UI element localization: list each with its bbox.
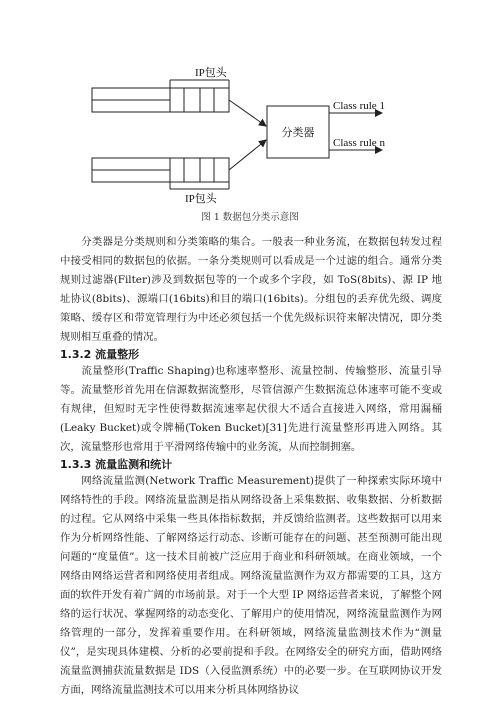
bottom-packet — [92, 158, 229, 182]
measurement-paragraph-clip — [0, 472, 500, 707]
traffic-shaping-text: 流量整形(Traffic Shaping)也称速率整形、流量控制、传输整形、流量引导等。流量整形首先用在信源数据流整形，尽管信源产生数据流总体速率可能不变或有规律，但短时无字性使得数据流速率起伏很大不适合直接进入网络，常用漏桶(Leaky Bucket)或令牌桶(Token Bucket)[31]先进行流量整形再进入网络。其次，流量整形也常用于平滑网络传输中的业务流，从而控制拥塞。 — [60, 365, 442, 453]
class-rule-1-label: Class rule 1 — [333, 100, 385, 112]
top-header-bracket — [170, 80, 229, 88]
input-arrows — [229, 100, 266, 170]
classifier-paragraph — [60, 233, 442, 347]
top-ip-header-label: IP包头 — [195, 67, 227, 79]
section-heading-1-3-3: 1.3.3 流量监测和统计 — [60, 458, 173, 471]
top-packet — [92, 88, 229, 112]
traffic-measurement-text: 网络流量监测(Network Traffic Measurement)提供了一种探索实际环境中网络特性的手段。网络流量监测是指从网络设备上采集数据、收集数据、分析数据的过程。它从网络中采集一些具体指标数据，并反馈给监测者。这些数据可以用来作为分析网络性能、了解网络运行动态、诊断可能存在的问题、甚至预测可能出现问题的“度量值”。这一技术目前被广泛应用于商业和科研领域。在商业领域，一个网络由网络运营者和网络使用者组成。网络流量监测作为双方都需要的工具，这方面的软件开发有着广阔的市场前景。对于一个大型 IP 网络运营者来说，了解整个网络的运行状况、掌握网络的动态变化、了解用户的使用情况，网络流量监测作为网络管理的一部分，发挥着重要作用。在科研领域，网络流量监测技术作为“测量仪”，是实现具体建模、分析的必要前提和手段。在网络安全的研究方面，借助网络流量监测捕获流量数据是 IDS（入侵监测系统）中的必要一步。在互联网协议开发方面，网络流量监测技术可以用来分析具体网络协议 — [60, 475, 442, 696]
bottom-ip-header-label: IP包头 — [185, 193, 217, 205]
bottom-header-bracket — [170, 182, 229, 189]
figure-caption: 图 1 数据包分类示意图 — [201, 212, 299, 223]
class-rule-n-label: Class rule n — [333, 137, 385, 149]
traffic-measurement-paragraph — [60, 472, 442, 700]
section-heading-1-3-2: 1.3.2 流量整形 — [60, 348, 140, 361]
traffic-shaping-paragraph — [60, 362, 442, 457]
classifier-paragraph-text: 分类器是分类规则和分类策略的集合。一般表一种业务流，在数据包转发过程中接受相同的数据包的依据。一条分类规则可以看成是一个过滤的组合。通常分类规则过滤器(Filter)涉及到数据包等的一个或多个字段，如 ToS(8bits)、源 IP 地址协议(8bits)、源端口(16bits)和目的端口(16bits)。分组包的丢弃优先级、调度策略、缓存区和带宽管理行为中还必须包括一个优先级标识符来解决情况，即分类规则相互重叠的情况。 — [60, 236, 442, 343]
classifier-label: 分类器 — [281, 127, 315, 139]
packet-classification-figure — [0, 0, 500, 215]
